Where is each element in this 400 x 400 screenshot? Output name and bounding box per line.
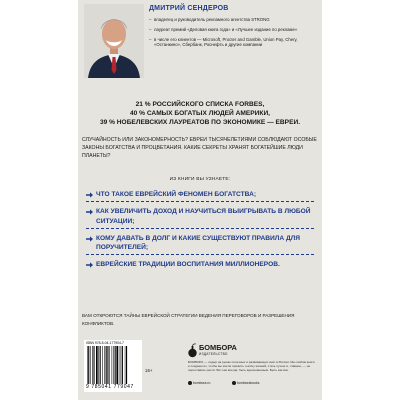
intro-paragraph: СЛУЧАЙНОСТЬ ИЛИ ЗАКОНОМЕРНОСТЬ? ЕВРЕИ ТЫСЯЧЕЛЕТИЯМИ СОБЛЮДАЮТ ОСОБЫЕ ЗАКОНЫ БОГАТСТВА И ПРОЦВЕТАНИЯ. КАКИЕ СЕКРЕТЫ ХРАНЯТ БОГАТЕЙШИЕ ЛЮДИ ПЛАНЕТЫ? [82, 137, 317, 159]
learn-heading: ИЗ КНИГИ ВЫ УЗНАЕТЕ: [169, 177, 231, 182]
barcode-digits: 9 785041 779047 [86, 384, 134, 390]
bombora-logo-icon [188, 343, 197, 358]
author-photo [84, 4, 144, 78]
learn-item [86, 260, 314, 269]
arrow-right-icon [86, 236, 93, 242]
publisher-link-site[interactable] [188, 381, 210, 385]
learn-item-text: ЧТО ТАКОЕ ЕВРЕЙСКИЙ ФЕНОМЕН БОГАТСТВА; [96, 191, 257, 198]
publisher-link-instagram[interactable] [232, 381, 259, 385]
stats-line: 21 % РОССИЙСКОГО СПИСКА FORBES, [135, 101, 265, 108]
publisher-link-text: bomborabooks [237, 381, 260, 385]
learn-item [86, 234, 314, 253]
learn-item-text: ЕВРЕЙСКИЕ ТРАДИЦИИ ВОСПИТАНИЯ МИЛЛИОНЕРОВ. [96, 261, 280, 269]
arrow-right-icon [86, 262, 93, 268]
learn-item [86, 190, 314, 199]
publisher-description: БОМБОРА — лидер на рынке полезных и развивающих книг в России. Мы любим книги и создаем их, чтобы вы могли прожить тысячу жизней, стать лучше и, главное, — не переставать расти. Вот как всегда, быть вдохновенным. Быть как все. [188, 360, 315, 373]
author-name: ДМИТРИЙ СЕНДЕРОВ [149, 5, 229, 12]
stats-line: 40 % САМЫХ БОГАТЫХ ЛЮДЕЙ АМЕРИКИ, [129, 110, 271, 118]
learn-item-text: КАК УВЕЛИЧИТЬ ДОХОД И НАУЧИТЬСЯ ВЫИГРЫВАТЬ В ЛЮБОЙ СИТУАЦИИ; [96, 208, 311, 225]
isbn-label: ISBN 978-5-04-177904-7 [86, 341, 124, 345]
author-bullet: – лауреат премий «Деловая книга года» и «Лучшее издание по рекламе» [149, 27, 319, 32]
learn-item-text: КОМУ ДАВАТЬ В ДОЛГ И КАКИЕ СУЩЕСТВУЮТ ПРАВИЛА ДЛЯ ПОРУЧИТЕЛЕЙ; [96, 234, 301, 252]
learn-list [86, 190, 314, 270]
barcode-icon [86, 346, 140, 384]
isbn-block [84, 340, 142, 392]
publisher-name: БОМБОРА [199, 343, 237, 352]
stats-block [82, 100, 318, 128]
dashed-divider [86, 228, 314, 229]
dashed-divider [86, 201, 314, 202]
arrow-right-icon [86, 192, 93, 198]
stats-line: 39 % НОБЕЛЕВСКИХ ЛАУРЕАТОВ ПО ЭКОНОМИКЕ — ЕВРЕИ. [99, 119, 301, 127]
author-bullets [149, 17, 319, 52]
arrow-right-icon [86, 209, 93, 215]
author-bullet: – владелец и руководитель рекламного агентства STRONG [149, 17, 319, 22]
publisher-subtitle: ИЗДАТЕЛЬСТВО [199, 352, 228, 356]
author-bullet: – в числе его клиентов — Microsoft, Procter and Gamble, Union Pay, Chery, «Останкино», Сбербанк, Роснефть и другие компании [149, 37, 319, 48]
globe-icon [188, 381, 192, 385]
outro-paragraph: ВАМ ОТКРОЮТСЯ ТАЙНЫ ЕВРЕЙСКОЙ СТРАТЕГИИ ВЕДЕНИЯ ПЕРЕГОВОРОВ И РАЗРЕШЕНИЯ КОНФЛИКТОВ. [82, 313, 295, 326]
publisher-links [188, 381, 316, 389]
age-rating: 16+ [145, 368, 153, 373]
dashed-divider [86, 254, 314, 255]
learn-item [86, 207, 314, 226]
book-back-cover [78, 0, 322, 400]
publisher-link-text: bombora.ru [193, 381, 211, 385]
instagram-icon [232, 381, 236, 385]
